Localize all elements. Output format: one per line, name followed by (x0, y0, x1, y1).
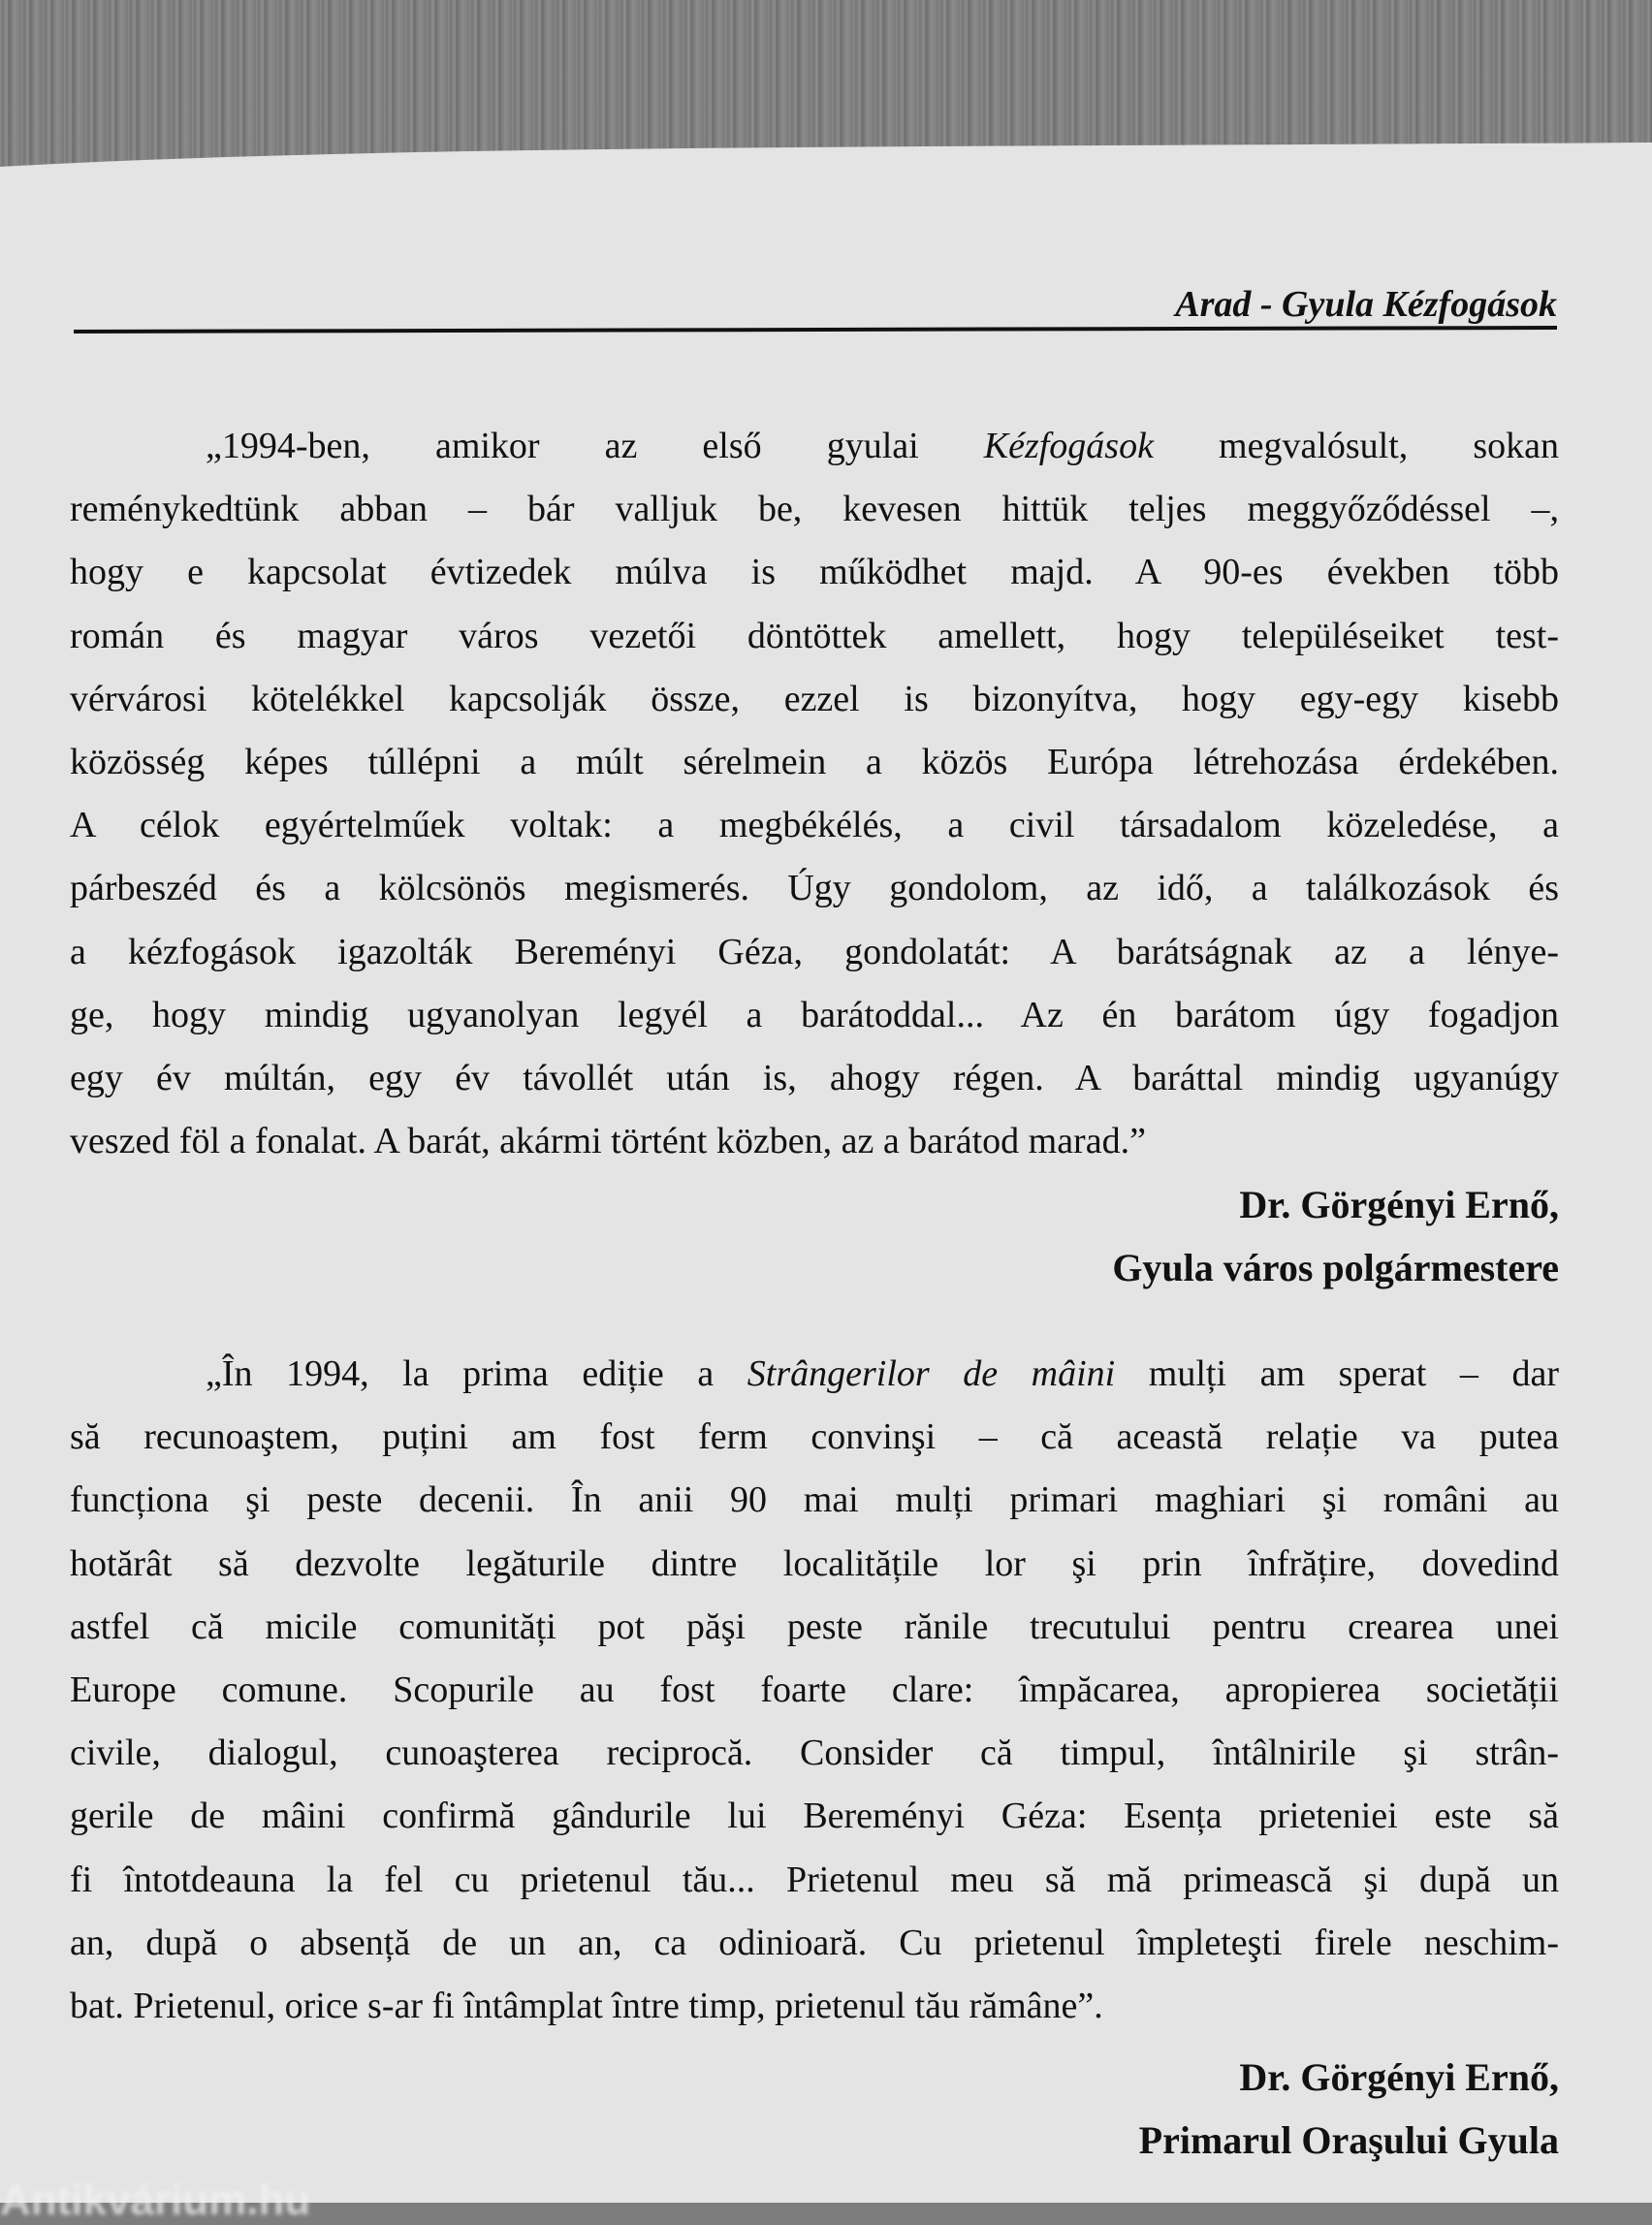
text-line (70, 1469, 1559, 1532)
text-line (70, 984, 1559, 1047)
running-header: Arad - Gyula Kézfogások (1175, 284, 1557, 325)
text-segment: vérvárosi kötelékkel kapcsolják össze, ezzel is bizonyítva, hogy egy-egy kisebb (70, 678, 1559, 719)
text-line (70, 478, 1559, 541)
text-line (70, 1659, 1559, 1722)
text-segment: párbeszéd és a kölcsönös megismerés. Úgy gondolom, az idő, a találkozások és (70, 868, 1559, 909)
text-segment: „1994-ben, amikor az első gyulai (206, 426, 984, 466)
text-line (70, 921, 1559, 984)
text-line (70, 1047, 1559, 1110)
text-segment: veszed föl a fonalat. A barát, akármi történt közben, az a barátod marad.” (70, 1121, 1146, 1162)
romanian-signature (1139, 2046, 1559, 2172)
text-segment: megvalósult, sokan (1153, 426, 1559, 466)
text-segment: hotărât să dezvolte legăturile dintre localitățile lor şi prin înfrățire, dovedind (70, 1542, 1559, 1584)
hungarian-paragraph (70, 415, 1559, 1173)
signature-title: Primarul Oraşului Gyula (1138, 2118, 1559, 2162)
italic-title: Strângerilor de mâini (747, 1353, 1116, 1394)
text-line (70, 1912, 1559, 1975)
text-segment: „În 1994, la prima ediție a (206, 1353, 747, 1394)
text-segment: fi întotdeauna la fel cu prietenul tău... Prietenul meu să mă primească şi după un (70, 1859, 1559, 1900)
text-line (70, 1722, 1559, 1785)
text-line (70, 857, 1559, 920)
text-line (70, 1975, 1559, 2038)
text-segment: ge, hogy mindig ugyanolyan legyél a barátoddal... Az én barátom úgy fogadjon (70, 994, 1559, 1035)
text-line (70, 1406, 1559, 1469)
text-segment: gerile de mâini confirmă gândurile lui Bereményi Géza: Esența prieteniei este să (70, 1796, 1559, 1837)
text-segment: an, după o absență de un an, ca odinioară. Cu prietenul împleteşti firele neschim- (70, 1922, 1559, 1963)
text-line (70, 668, 1559, 731)
text-line (70, 1110, 1559, 1173)
text-line (70, 541, 1559, 604)
text-segment: hogy e kapcsolat évtizedek múlva is működhet majd. A 90-es években több (70, 552, 1559, 593)
text-line (70, 1596, 1559, 1659)
text-segment: mulți am sperat – dar (1115, 1353, 1559, 1394)
text-segment: közösség képes túllépni a múlt sérelmein a közös Európa létrehozása érdekében. (70, 741, 1559, 782)
text-segment: civile, dialogul, cunoaşterea reciprocă. Consider că timpul, întâlnirile şi strân- (70, 1732, 1559, 1774)
text-segment: funcționa şi peste decenii. În anii 90 mai mulți primari maghiari şi români au (70, 1479, 1559, 1521)
romanian-paragraph (70, 1343, 1559, 2038)
text-segment: egy év múltán, egy év távollét után is, ahogy régen. A baráttal mindig ugyanúgy (70, 1057, 1559, 1098)
text-segment: román és magyar város vezetői döntöttek amellett, hogy településeiket test- (70, 615, 1559, 656)
text-segment: Europe comune. Scopurile au fost foarte clare: împăcarea, apropierea societății (70, 1669, 1559, 1710)
watermark: Antikvárium.hu (0, 2177, 311, 2224)
text-line (70, 1343, 1559, 1406)
text-segment: bat. Prietenul, orice s-ar fi întâmplat între timp, prietenul tău rămâne”. (70, 1985, 1103, 2026)
text-segment: să recunoaştem, puțini am fost ferm convinşi – că această relație va putea (70, 1416, 1559, 1458)
text-line (70, 1785, 1559, 1848)
text-line (70, 1533, 1559, 1596)
text-line (70, 794, 1559, 857)
text-line (70, 731, 1559, 794)
text-line (70, 1849, 1559, 1912)
text-segment: reménykedtünk abban – bár valljuk be, kevesen hittük teljes meggyőződéssel –, (70, 489, 1559, 530)
text-segment: a kézfogások igazolták Bereményi Géza, gondolatát: A barátságnak az a lénye- (70, 931, 1559, 972)
text-segment: astfel că micile comunități pot păşi peste rănile trecutului pentru crearea unei (70, 1605, 1559, 1647)
text-line (70, 605, 1559, 668)
signature-name: Dr. Görgényi Ernő, (1239, 2055, 1559, 2099)
text-line (70, 415, 1559, 478)
signature-title: Gyula város polgármestere (1112, 1246, 1559, 1289)
hungarian-signature (1112, 1173, 1559, 1299)
text-segment: A célok egyértelműek voltak: a megbékélés, a civil társadalom közeledése, a (70, 805, 1559, 846)
signature-name: Dr. Görgényi Ernő, (1239, 1183, 1559, 1226)
italic-title: Kézfogások (983, 426, 1154, 466)
